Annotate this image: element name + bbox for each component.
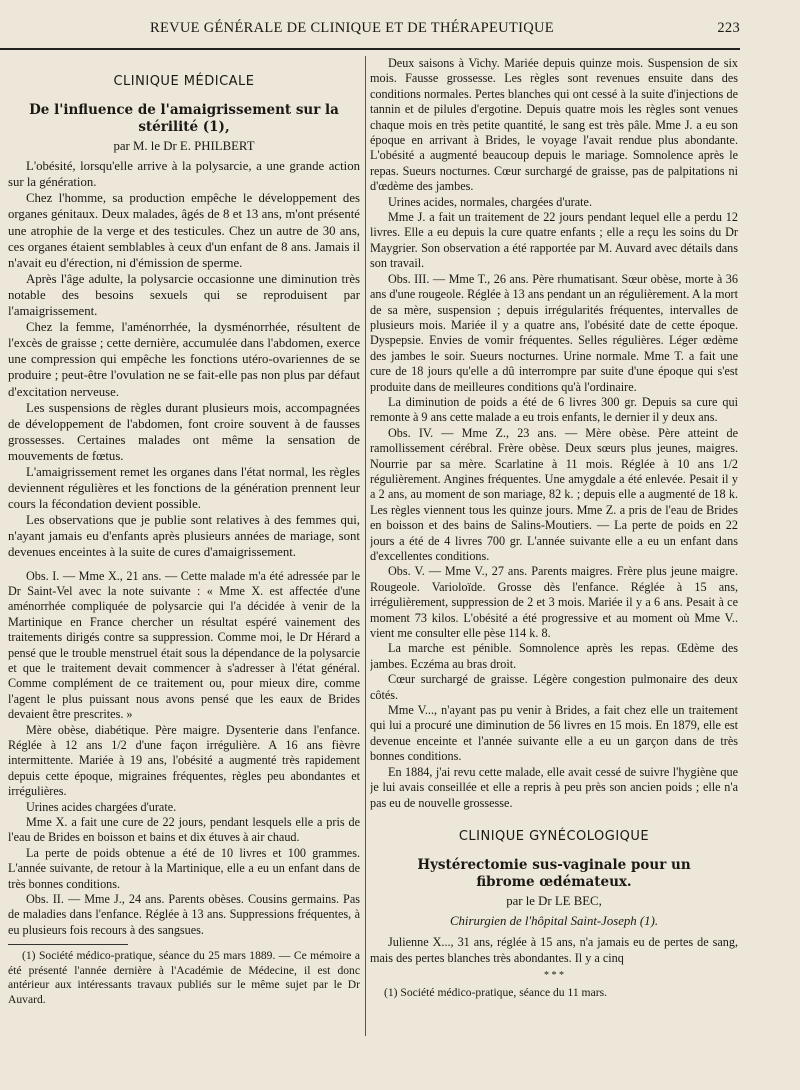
article-title-sterilite: De l'influence de l'amaigrissement sur la stérilité (1),: [29, 102, 339, 136]
running-title: REVUE GÉNÉRALE DE CLINIQUE ET DE THÉRAPEUTIQUE: [150, 20, 554, 36]
paragraph: En 1884, j'ai revu cette malade, elle avait cessé de suivre l'hygiène que je lui avais conseillée et elle a repris à peu près son ancien poids ; elle n'a pas eu de nouvelle grossesse.: [370, 764, 738, 810]
paragraph: L'obésité, lorsqu'elle arrive à la polysarcie, a une grande action sur la génération.: [8, 159, 360, 190]
paragraph: Mme J. a fait un traitement de 22 jours pendant lequel elle a perdu 12 livres. Elle a eu depuis la cure quatre enfants ; elle a reçu les soins du Dr Maygrier. Son observation a été rapportée par M. Auvard avec détails dans son travail.: [370, 210, 738, 271]
article-author-philbert: par M. le Dr E. PHILBERT: [113, 139, 255, 154]
paragraph: Urines acides, normales, chargées d'urate.: [388, 194, 592, 209]
paragraph: L'amaigrissement remet les organes dans l'état normal, les règles deviennent régulières et les fonctions de la génération prennent leur cours la fécondation devient possible.: [8, 464, 360, 512]
paragraph: La marche est pénible. Somnolence après les repas. Œdème des jambes. Eczéma au bras droit.: [370, 641, 738, 671]
observation-2: Obs. II. — Mme J., 24 ans. Parents obèses. Cousins germains. Pas de maladies dans l'enfance. Réglée à 13 ans. Suppressions fréquentes, à eu plusieurs fois recours à des sangsues.: [8, 892, 360, 937]
paragraph: Mme X. a fait une cure de 22 jours, pendant lesquels elle a pris de l'eau de Brides en boisson et bains et dix étuves à air chaud.: [8, 815, 360, 845]
footnote-right: (1) Société médico-pratique, séance du 11 mars.: [384, 986, 607, 1000]
footnote-left: (1) Société médico-pratique, séance du 25 mars 1889. — Ce mémoire a été présenté l'année dernière à l'Académie de Médecine, il est donc antérieur aux intéressants travaux publiés sur le même sujet par le Dr Auvard.: [8, 949, 360, 1006]
observation-3: Obs. III. — Mme T., 26 ans. Père rhumatisant. Sœur obèse, morte à 36 ans d'une rougeole. Réglée à 13 ans pendant un an régulièrement. A la mort de sa mère, suspension ; depuis irrégularités fréquentes, intervalles de plusieurs mois. Mariée il y a quatre ans, l'obésité date de cette époque. Dyspepsie. Envies de vomir fréquentes. Selles régulières. Léger œdème des jambes le soir. Sueurs nocturnes. Urine normale. Mme T. a fait une cure de 18 jours qu'elle a dû interrompre par suite d'une époque qui s'est produite dans de meilleures conditions qu'à l'ordinaire.: [370, 271, 738, 394]
right-column: [370, 56, 738, 1054]
paragraph: Les observations que je publie sont relatives à des femmes qui, n'ayant jamais eu d'enfants après plusieurs années de mariage, sont devenues enceintes à la suite de cures d'amaigrissement.: [8, 513, 360, 560]
case-intro: Julienne X..., 31 ans, réglée à 15 ans, n'a jamais eu de pertes de sang, mais des pertes blanches très abondantes. Il y a cinq: [370, 935, 738, 965]
observation-5: Obs. V. — Mme V., 27 ans. Parents maigres. Frère plus jeune maigre. Rougeole. Varioloïde. Grosse dès l'enfance. Réglée à 15 ans, irrégulièrement, suppression de 2 et 3 mois. Mariée il y a 6 ans. Pesait à ce moment 73 kilos. L'obésité a été progressive et au moment où Mme V.. vient me consulter elle pèse 114 k. 8.: [370, 564, 738, 641]
paragraph: La diminution de poids a été de 6 livres 300 gr. Depuis sa cure qui remonte à 9 ans cette malade a eu trois enfants, le dernier il y deux ans.: [370, 394, 738, 425]
column-divider: [365, 56, 366, 1036]
paragraph: Urines acides chargées d'urate.: [26, 799, 177, 814]
paragraph: La perte de poids obtenue a été de 10 livres et 100 grammes. L'année suivante, de retour à la Martinique, elle a eu un enfant dans de très bonnes conditions.: [8, 845, 360, 891]
paragraph: Deux saisons à Vichy. Mariée depuis quinze mois. Suspension de six mois. Fausse grossesse. Les règles sont revenues ensuite dans des conditions normales. Pertes blanches qui ont cessé à la suite d'injections de tannin et de pilules d'ergotine. Depuis quatre mois les règles sont venues chaque mois en très petite quantité, le sang est très pâle. Mme J. a eu son époque en arrivant à Brides, le voyage l'avait rendue plus abondante. L'obésité a augmenté beaucoup depuis le mariage. Somnolence après le repas. Sueurs nocturnes. Cœur surchargé de graisse, pas de palpitations ni d'œdème des jambes.: [370, 56, 738, 194]
paragraph: Cœur surchargé de graisse. Légère congestion pulmonaire des deux côtés.: [370, 672, 738, 702]
paragraph: Après l'âge adulte, la polysarcie occasionne une diminution très notable des besoins sexuels qui se reproduisent par l'amaigrissement.: [8, 271, 360, 319]
article-author-lebec: par le Dr LE BEC,: [506, 894, 602, 908]
observation-4: Obs. IV. — Mme Z., 23 ans. — Mère obèse. Père atteint de ramollissement cérébral. Frère obèse. Deux sœurs plus jeunes, maigres. Nourrie par sa mère. Scarlatine à 11 mois. Réglée à 10 ans 1/2 régulièrement. Angines fréquentes. Une amygdale a été enlevée. Pesait il y a 2 ans, au moment de son mariage, 82 k. ; depuis elle a augmenté de 18 k. Les règles viennent tous les quinze jours. Mme Z. a pris de l'eau de Brides en boisson et des bains de Salins-Moutiers. — La perte de poids en 22 jours a été de 4 livres 700 gr. L'année suivante elle a eu un enfant dans d'excellentes conditions.: [370, 425, 738, 563]
paragraph: Chez la femme, l'aménorrhée, la dysménorrhée, résultent de l'excès de graisse ; cette dernière, accumulée dans l'abdomen, exerce une compression qui empêche les fonctions utéro-ovariennes de se produire ; peut-être l'ovulation ne se fait-elle pas non plus par défaut d'excitation nerveuse.: [8, 320, 360, 399]
page-number: 223: [717, 20, 740, 36]
separator-stars: * * *: [544, 970, 564, 981]
section-heading-medicale: CLINIQUE MÉDICALE: [113, 74, 255, 89]
article-title-hysterectomie: Hystérectomie sus-vaginale pour un fibrome œdémateux.: [417, 857, 691, 890]
footnote-rule: [8, 944, 128, 945]
paragraph: Mme V..., n'ayant pas pu venir à Brides, a fait chez elle un traitement qui lui a procuré une diminution de 56 livres en 15 mois. En 1879, elle est devenue enceinte et l'année suivante elle a eu un garçon dans de très bonnes conditions.: [370, 703, 738, 764]
left-column: [0, 56, 360, 1054]
paragraph: Mère obèse, diabétique. Père maigre. Dysenterie dans l'enfance. Réglée à 12 ans 1/2 d'une façon irrégulière. A 16 ans fièvre intermittente. Mariée à 19 ans, l'obésité a augmenté très rapidement depuis cette époque, migraines fréquentes, règles peu abondantes et irrégulières.: [8, 722, 360, 799]
article-author-role: Chirurgien de l'hôpital Saint-Joseph (1).: [449, 914, 659, 929]
running-header: [150, 14, 740, 42]
header-rule: [0, 48, 740, 50]
observation-1: Obs. I. — Mme X., 21 ans. — Cette malade m'a été adressée par le Dr Saint-Vel avec la note suivante : « Mme X. est affectée d'une aménorrhée compliquée de polysarcie qui l'a décidée à venir de la Martinique en France chercher un résultat espéré vainement des traitements dirigés contre sa suppression. Comme moi, le Dr Hérard a pensé que le trouble menstruel était sous la dépendance de la polysarcie et que le traitement devait commencer à s'adresser à l'état général. Comme complément de ce traitement ou, pour mieux dire, comme l'agent le plus puissant nous avons pensé que les eaux de Brides devaient être prescrites. »: [8, 568, 360, 722]
section-heading-gynecologique: CLINIQUE GYNÉCOLOGIQUE: [458, 828, 650, 844]
paragraph: Chez l'homme, sa production empêche le développement des organes génitaux. Deux malades, âgés de 8 et 13 ans, m'ont présenté une atrophie de la verge et des testicules. Chez un autre de 30 ans, ces organes étaient semblables à ceux d'un enfant de 8 ans. Jamais il n'avait eu d'érection, ni d'émission de sperme.: [8, 191, 360, 270]
paragraph: Les suspensions de règles durant plusieurs mois, accompagnées de développement de l'abdomen, font croire souvent à de fausses grossesses. Certaines malades ont même la sensation de mouvements de fœtus.: [8, 400, 360, 463]
